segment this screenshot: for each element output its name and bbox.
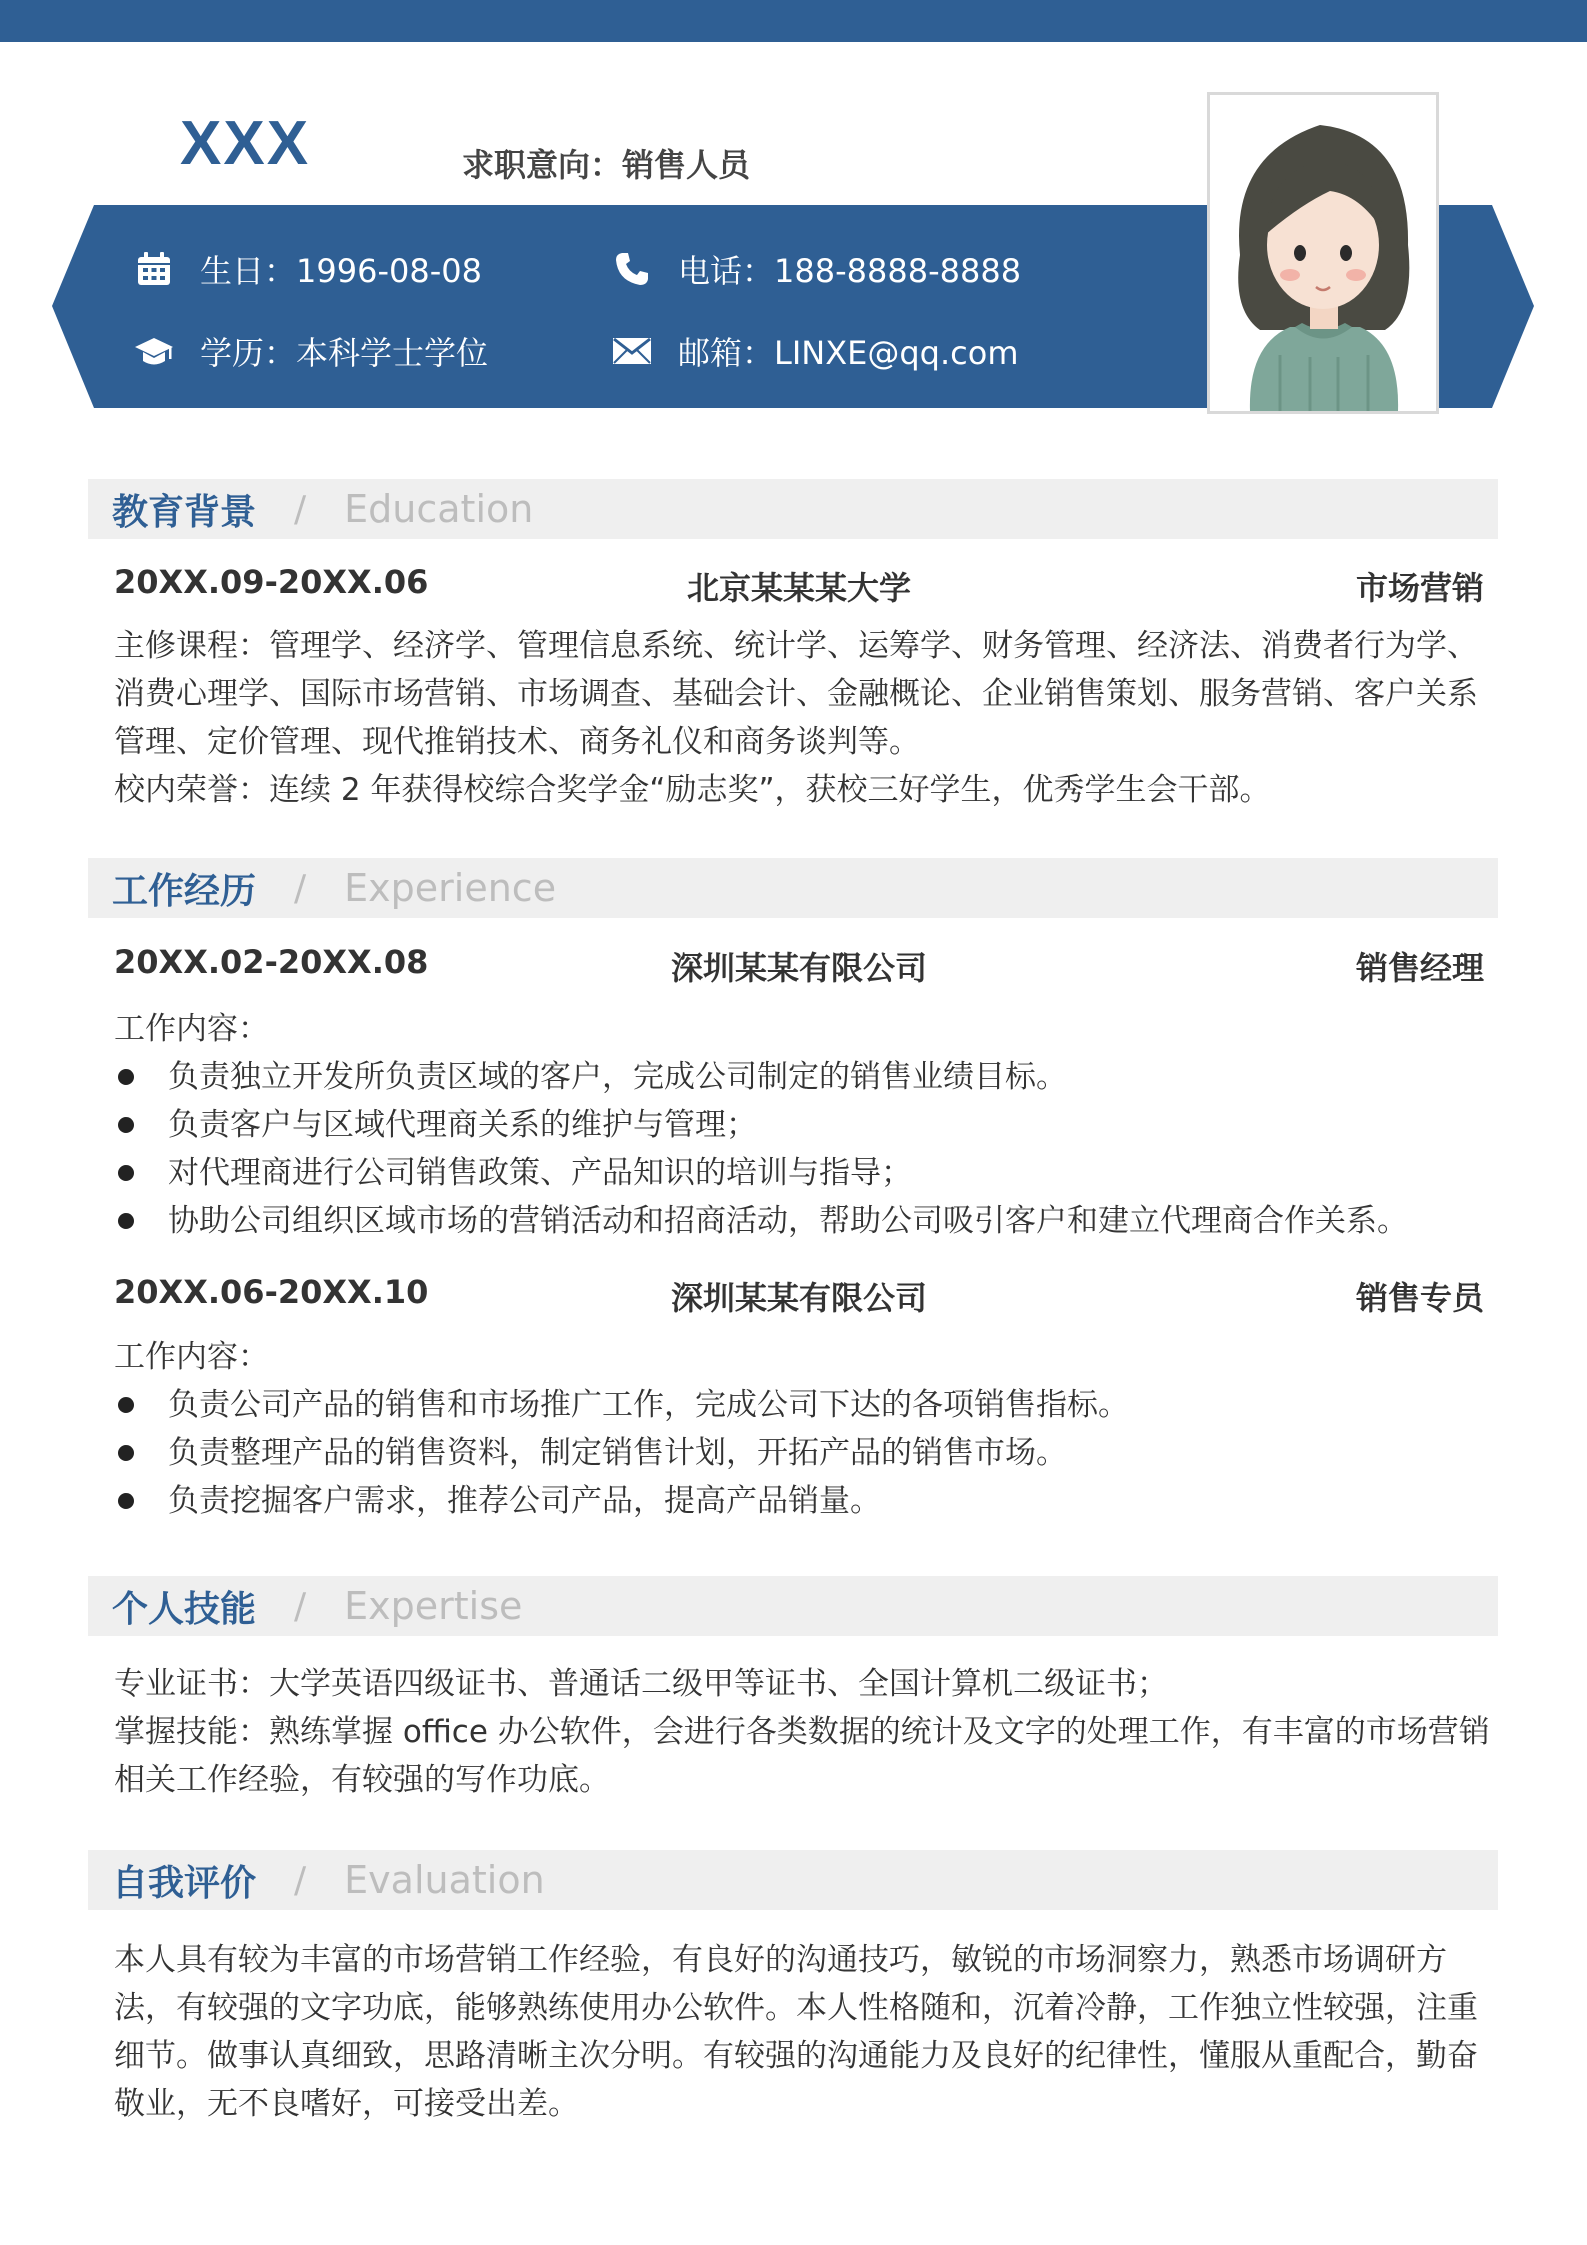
- education-row: [114, 563, 1484, 609]
- profile-photo: [1207, 92, 1439, 414]
- skills-details: [114, 1660, 1494, 1804]
- section-title-en: Expertise: [344, 1584, 523, 1628]
- major-name: 市场营销: [1355, 569, 1484, 607]
- list-item: 负责挖掘客户需求，推荐公司产品，提高产品销量。: [114, 1477, 1514, 1525]
- bullet-dot: [118, 1213, 134, 1229]
- email-text: 邮箱：LINXE@qq.com: [678, 334, 1019, 372]
- bullet-dot: [118, 1117, 134, 1133]
- list-item: 负责整理产品的销售资料，制定销售计划，开拓产品的销售市场。: [114, 1429, 1514, 1477]
- email-info: [612, 328, 1019, 374]
- bullet-dot: [118, 1069, 134, 1085]
- graduation-cap-icon: [134, 331, 174, 371]
- job-content-label: 工作内容：: [114, 1011, 269, 1047]
- section-title: 工作经历: [112, 870, 257, 912]
- section-header-education: [88, 479, 1498, 539]
- education-text: 学历：本科学士学位: [200, 334, 489, 372]
- bullet-dot: [118, 1165, 134, 1181]
- section-separator: /: [294, 867, 307, 909]
- section-title-en: Experience: [344, 866, 557, 910]
- job-duties-list: [114, 1381, 1514, 1525]
- education-details: [114, 622, 1494, 814]
- evaluation-text: 本人具有较为丰富的市场营销工作经验，有良好的沟通技巧，敏锐的市场洞察力，熟悉市场调研方法，有较强的文字功底，能够熟练使用办公软件。本人性格随和，沉着冷静，工作独立性较强，注重细节。做事认真细致，思路清晰主次分明。有较强的沟通能力及良好的纪律性，懂服从重配合，勤奋敬业，无不良嗜好，可接受出差。: [114, 1942, 1478, 2122]
- section-header-skills: [88, 1576, 1498, 1636]
- section-title-en: Evaluation: [344, 1858, 545, 1902]
- phone-info: [612, 246, 1021, 292]
- honors-text: 校内荣誉：连续 2 年获得校综合奖学金“励志奖”，获校三好学生，优秀学生会干部。: [114, 772, 1271, 808]
- section-header-evaluation: [88, 1850, 1498, 1910]
- phone-icon: [612, 249, 652, 289]
- section-title: 个人技能: [112, 1588, 257, 1630]
- bullet-dot: [118, 1397, 134, 1413]
- bullet-dot: [118, 1493, 134, 1509]
- certificates-text: 专业证书：大学英语四级证书、普通话二级甲等证书、全国计算机二级证书；: [114, 1666, 1168, 1702]
- job-row: [114, 1273, 1484, 1319]
- phone-text: 电话：188-8888-8888: [678, 252, 1022, 290]
- section-title: 自我评价: [112, 1862, 257, 1904]
- school-name: 北京某某某大学: [686, 569, 911, 607]
- education-info: [134, 328, 488, 374]
- list-item: 对代理商进行公司销售政策、产品知识的培训与指导；: [114, 1149, 1514, 1197]
- avatar: [1210, 95, 1436, 411]
- company-name: 深圳某某有限公司: [670, 949, 927, 987]
- bullet-dot: [118, 1445, 134, 1461]
- birthday-text: 生日：1996-08-08: [200, 252, 482, 290]
- section-separator: /: [294, 1859, 307, 1901]
- list-item: 负责独立开发所负责区域的客户，完成公司制定的销售业绩目标。: [114, 1053, 1514, 1101]
- job-role: 销售专员: [1355, 1279, 1484, 1317]
- job-duties-list: [114, 1053, 1514, 1245]
- calendar-icon: [134, 249, 174, 289]
- section-title: 教育背景: [112, 491, 257, 533]
- education-period: 20XX.09-20XX.06: [114, 563, 429, 601]
- courses-text: 主修课程：管理学、经济学、管理信息系统、统计学、运筹学、财务管理、经济法、消费者行为学、消费心理学、国际市场营销、市场调查、基础会计、金融概论、企业销售策划、服务营销、客户关系管理、定价管理、现代推销技术、商务礼仪和商务谈判等。: [114, 628, 1478, 760]
- birthday-info: [134, 246, 482, 292]
- mail-icon: [612, 331, 652, 371]
- job-content-label: 工作内容：: [114, 1339, 269, 1375]
- list-item: 协助公司组织区域市场的营销活动和招商活动，帮助公司吸引客户和建立代理商合作关系。: [114, 1197, 1514, 1245]
- job-row: [114, 943, 1484, 989]
- job-intent: 求职意向：销售人员: [462, 146, 751, 184]
- list-item: 负责公司产品的销售和市场推广工作，完成公司下达的各项销售指标。: [114, 1381, 1514, 1429]
- section-separator: /: [294, 1585, 307, 1627]
- abilities-text: 掌握技能：熟练掌握 office 办公软件，会进行各类数据的统计及文字的处理工作，有丰富的市场营销相关工作经验，有较强的写作功底。: [114, 1714, 1490, 1798]
- section-header-experience: [88, 858, 1498, 918]
- job-period: 20XX.02-20XX.08: [114, 943, 429, 981]
- job-role: 销售经理: [1355, 949, 1484, 987]
- list-item: 负责客户与区域代理商关系的维护与管理；: [114, 1101, 1514, 1149]
- job-period: 20XX.06-20XX.10: [114, 1273, 429, 1311]
- company-name: 深圳某某有限公司: [670, 1279, 927, 1317]
- section-separator: /: [294, 488, 307, 530]
- section-title-en: Education: [344, 487, 534, 531]
- top-accent-bar: [0, 0, 1587, 42]
- candidate-name: XXX: [180, 109, 311, 178]
